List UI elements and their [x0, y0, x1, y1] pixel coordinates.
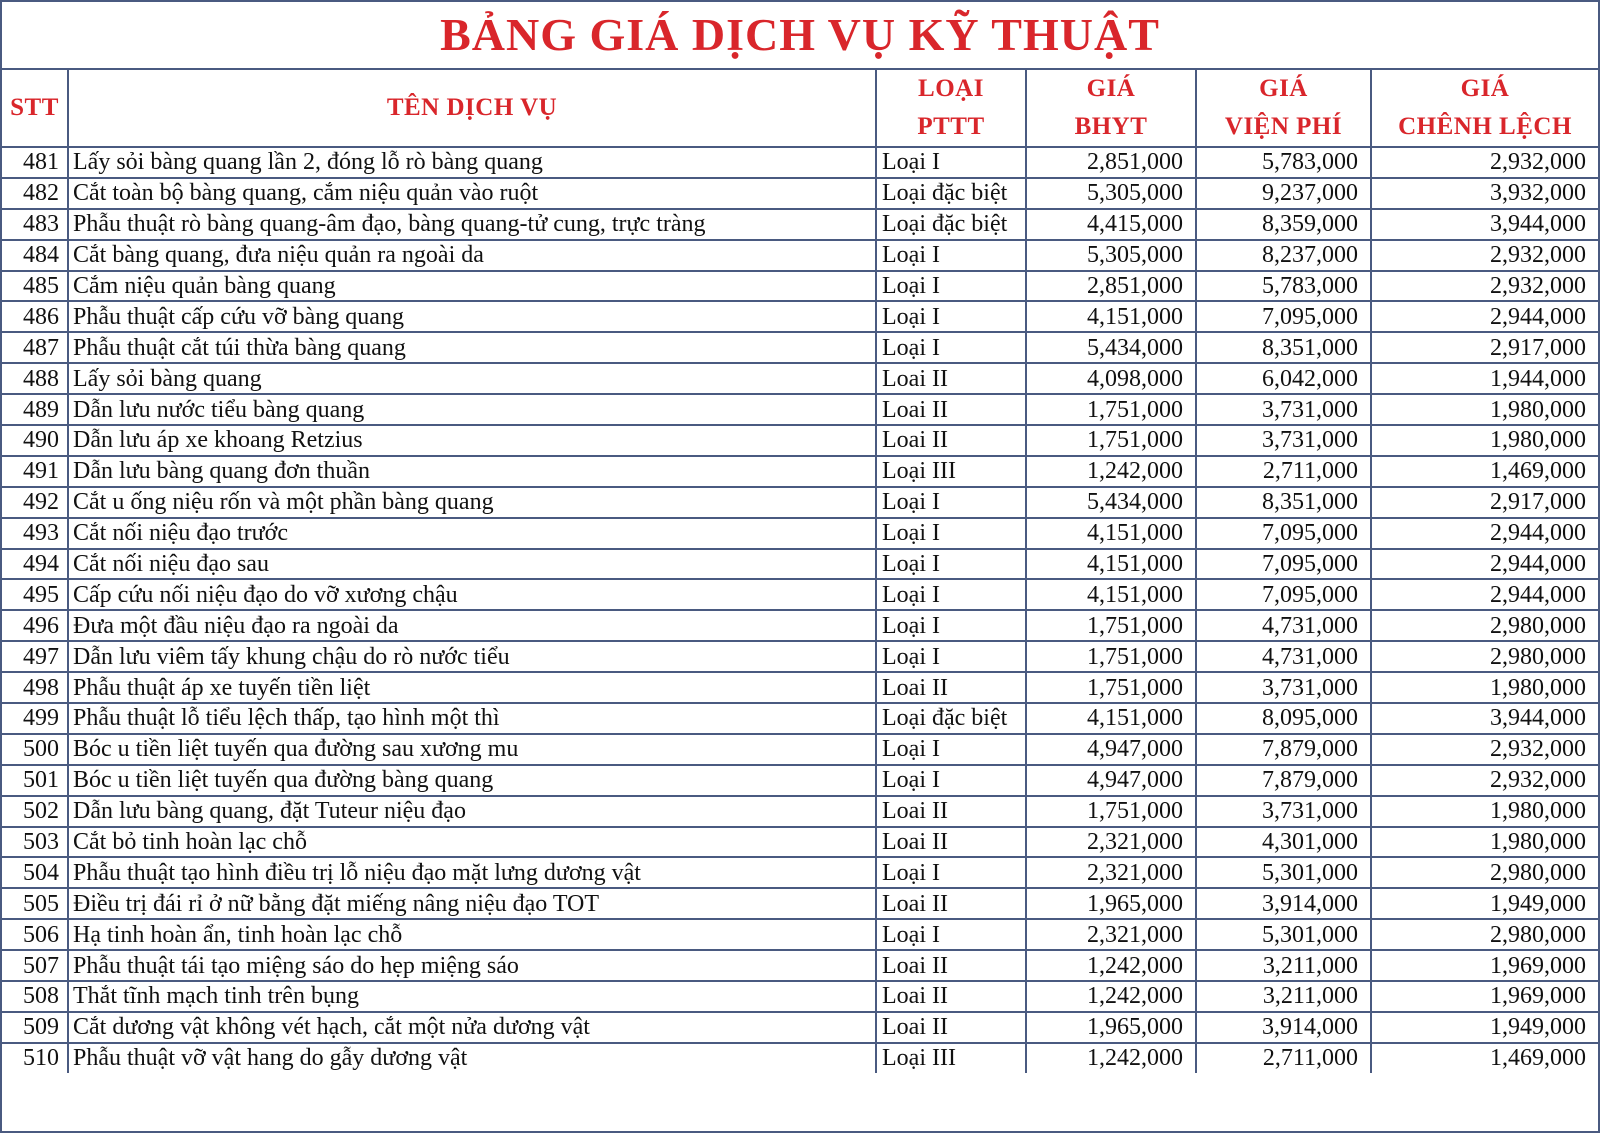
header-chenhlech: GIÁ CHÊNH LỆCH — [1371, 70, 1598, 147]
cell-price-vienphi: 4,301,000 — [1196, 827, 1371, 858]
cell-price-vienphi: 8,351,000 — [1196, 332, 1371, 363]
cell-price-vienphi: 4,731,000 — [1196, 610, 1371, 641]
cell-price-vienphi: 3,914,000 — [1196, 1012, 1371, 1043]
cell-stt: 489 — [2, 394, 68, 425]
cell-service-name: Cắt nối niệu đạo sau — [68, 549, 876, 580]
cell-price-vienphi: 3,731,000 — [1196, 394, 1371, 425]
cell-price-bhyt: 4,947,000 — [1026, 734, 1196, 765]
cell-stt: 483 — [2, 209, 68, 240]
cell-service-type: Loại I — [876, 147, 1026, 178]
cell-service-type: Loại I — [876, 919, 1026, 950]
cell-price-bhyt: 2,851,000 — [1026, 147, 1196, 178]
cell-price-bhyt: 2,321,000 — [1026, 919, 1196, 950]
table-row — [2, 209, 1598, 240]
cell-service-name: Cắt bỏ tinh hoàn lạc chỗ — [68, 827, 876, 858]
page-title: BẢNG GIÁ DỊCH VỤ KỸ THUẬT — [2, 2, 1598, 70]
cell-price-vienphi: 5,301,000 — [1196, 919, 1371, 950]
cell-service-name: Phẫu thuật lỗ tiểu lệch thấp, tạo hình một thì — [68, 703, 876, 734]
cell-service-name: Phẫu thuật áp xe tuyến tiền liệt — [68, 672, 876, 703]
cell-service-name: Phẫu thuật tái tạo miệng sáo do hẹp miệng sáo — [68, 950, 876, 981]
table-row — [2, 518, 1598, 549]
cell-stt: 498 — [2, 672, 68, 703]
cell-stt: 481 — [2, 147, 68, 178]
cell-service-name: Bóc u tiền liệt tuyến qua đường bàng quang — [68, 765, 876, 796]
table-row — [2, 703, 1598, 734]
cell-price-chenhlech: 2,944,000 — [1371, 301, 1598, 332]
cell-price-chenhlech: 1,969,000 — [1371, 950, 1598, 981]
cell-service-type: Loại I — [876, 765, 1026, 796]
table-row — [2, 610, 1598, 641]
table-row — [2, 981, 1598, 1012]
cell-stt: 496 — [2, 610, 68, 641]
cell-price-vienphi: 7,879,000 — [1196, 765, 1371, 796]
cell-price-bhyt: 5,305,000 — [1026, 178, 1196, 209]
cell-price-bhyt: 4,098,000 — [1026, 363, 1196, 394]
cell-service-type: Loại đặc biệt — [876, 209, 1026, 240]
cell-price-bhyt: 5,305,000 — [1026, 240, 1196, 271]
cell-price-vienphi: 8,351,000 — [1196, 487, 1371, 518]
cell-price-bhyt: 1,751,000 — [1026, 672, 1196, 703]
table-row — [2, 363, 1598, 394]
cell-stt: 484 — [2, 240, 68, 271]
cell-service-type: Loại I — [876, 641, 1026, 672]
cell-price-chenhlech: 1,949,000 — [1371, 888, 1598, 919]
cell-service-name: Lấy sỏi bàng quang — [68, 363, 876, 394]
cell-price-chenhlech: 2,917,000 — [1371, 332, 1598, 363]
cell-price-vienphi: 4,731,000 — [1196, 641, 1371, 672]
cell-price-vienphi: 8,359,000 — [1196, 209, 1371, 240]
cell-stt: 482 — [2, 178, 68, 209]
cell-service-name: Thắt tĩnh mạch tinh trên bụng — [68, 981, 876, 1012]
cell-service-type: Loại I — [876, 518, 1026, 549]
cell-service-name: Phẫu thuật vỡ vật hang do gẫy dương vật — [68, 1043, 876, 1073]
table-body — [2, 147, 1598, 1073]
cell-stt: 492 — [2, 487, 68, 518]
cell-price-bhyt: 4,151,000 — [1026, 703, 1196, 734]
cell-service-name: Bóc u tiền liệt tuyến qua đường sau xương mu — [68, 734, 876, 765]
cell-price-bhyt: 1,965,000 — [1026, 1012, 1196, 1043]
cell-price-vienphi: 3,731,000 — [1196, 796, 1371, 827]
cell-price-bhyt: 1,751,000 — [1026, 796, 1196, 827]
cell-price-chenhlech: 2,980,000 — [1371, 610, 1598, 641]
cell-price-chenhlech: 2,944,000 — [1371, 549, 1598, 580]
cell-price-vienphi: 6,042,000 — [1196, 363, 1371, 394]
cell-price-chenhlech: 2,917,000 — [1371, 487, 1598, 518]
cell-price-bhyt: 1,242,000 — [1026, 981, 1196, 1012]
cell-price-chenhlech: 3,944,000 — [1371, 209, 1598, 240]
cell-price-bhyt: 4,151,000 — [1026, 579, 1196, 610]
table-row — [2, 549, 1598, 580]
cell-service-type: Loai II — [876, 827, 1026, 858]
table-header — [2, 70, 1598, 147]
cell-price-chenhlech: 1,980,000 — [1371, 796, 1598, 827]
cell-price-bhyt: 5,434,000 — [1026, 332, 1196, 363]
cell-stt: 508 — [2, 981, 68, 1012]
cell-price-bhyt: 1,751,000 — [1026, 641, 1196, 672]
table-row — [2, 1012, 1598, 1043]
cell-service-type: Loại I — [876, 487, 1026, 518]
cell-price-bhyt: 1,751,000 — [1026, 425, 1196, 456]
cell-price-bhyt: 5,434,000 — [1026, 487, 1196, 518]
table-row — [2, 301, 1598, 332]
cell-price-chenhlech: 1,980,000 — [1371, 672, 1598, 703]
cell-service-type: Loai II — [876, 950, 1026, 981]
cell-price-vienphi: 8,237,000 — [1196, 240, 1371, 271]
cell-service-name: Dẫn lưu viêm tấy khung chậu do rò nước tiểu — [68, 641, 876, 672]
cell-service-type: Loại I — [876, 610, 1026, 641]
cell-service-type: Loại I — [876, 857, 1026, 888]
cell-service-name: Cắt toàn bộ bàng quang, cắm niệu quản vào ruột — [68, 178, 876, 209]
cell-price-bhyt: 1,965,000 — [1026, 888, 1196, 919]
cell-price-chenhlech: 1,980,000 — [1371, 394, 1598, 425]
cell-service-name: Phẫu thuật tạo hình điều trị lỗ niệu đạo mặt lưng dương vật — [68, 857, 876, 888]
cell-service-name: Lấy sỏi bàng quang lần 2, đóng lỗ rò bàng quang — [68, 147, 876, 178]
cell-price-vienphi: 3,211,000 — [1196, 981, 1371, 1012]
cell-price-chenhlech: 1,969,000 — [1371, 981, 1598, 1012]
cell-price-vienphi: 7,095,000 — [1196, 549, 1371, 580]
cell-price-chenhlech: 2,980,000 — [1371, 919, 1598, 950]
cell-stt: 505 — [2, 888, 68, 919]
cell-service-type: Loại III — [876, 456, 1026, 487]
cell-service-type: Loai II — [876, 363, 1026, 394]
table-row — [2, 919, 1598, 950]
cell-service-type: Loại I — [876, 549, 1026, 580]
cell-price-chenhlech: 3,932,000 — [1371, 178, 1598, 209]
cell-stt: 487 — [2, 332, 68, 363]
cell-price-bhyt: 1,751,000 — [1026, 610, 1196, 641]
cell-price-bhyt: 4,151,000 — [1026, 301, 1196, 332]
cell-stt: 491 — [2, 456, 68, 487]
cell-price-vienphi: 3,211,000 — [1196, 950, 1371, 981]
cell-stt: 501 — [2, 765, 68, 796]
cell-price-bhyt: 1,242,000 — [1026, 950, 1196, 981]
cell-price-chenhlech: 1,980,000 — [1371, 827, 1598, 858]
table-row — [2, 487, 1598, 518]
price-table — [2, 70, 1598, 1073]
table-row — [2, 394, 1598, 425]
cell-price-chenhlech: 2,980,000 — [1371, 641, 1598, 672]
cell-service-name: Dẫn lưu nước tiểu bàng quang — [68, 394, 876, 425]
cell-service-name: Cắm niệu quản bàng quang — [68, 271, 876, 302]
cell-service-name: Dẫn lưu áp xe khoang Retzius — [68, 425, 876, 456]
table-row — [2, 641, 1598, 672]
cell-service-type: Loai II — [876, 888, 1026, 919]
cell-price-chenhlech: 2,932,000 — [1371, 271, 1598, 302]
cell-price-chenhlech: 2,932,000 — [1371, 240, 1598, 271]
cell-stt: 486 — [2, 301, 68, 332]
cell-price-vienphi: 3,731,000 — [1196, 425, 1371, 456]
cell-price-bhyt: 2,851,000 — [1026, 271, 1196, 302]
table-row — [2, 857, 1598, 888]
cell-service-name: Cắt nối niệu đạo trước — [68, 518, 876, 549]
cell-stt: 507 — [2, 950, 68, 981]
header-type: LOẠI PTTT — [876, 70, 1026, 147]
cell-stt: 506 — [2, 919, 68, 950]
cell-price-vienphi: 7,095,000 — [1196, 518, 1371, 549]
cell-price-chenhlech: 2,932,000 — [1371, 765, 1598, 796]
cell-service-name: Cắt u ống niệu rốn và một phần bàng quang — [68, 487, 876, 518]
cell-price-chenhlech: 1,980,000 — [1371, 425, 1598, 456]
header-vienphi: GIÁ VIỆN PHÍ — [1196, 70, 1371, 147]
cell-stt: 494 — [2, 549, 68, 580]
table-row — [2, 240, 1598, 271]
table-row — [2, 271, 1598, 302]
table-row — [2, 425, 1598, 456]
cell-price-chenhlech: 1,949,000 — [1371, 1012, 1598, 1043]
cell-stt: 495 — [2, 579, 68, 610]
cell-service-name: Phẫu thuật cấp cứu vỡ bàng quang — [68, 301, 876, 332]
header-name: TÊN DỊCH VỤ — [68, 70, 876, 147]
cell-service-name: Phẫu thuật cắt túi thừa bàng quang — [68, 332, 876, 363]
table-row — [2, 456, 1598, 487]
cell-service-type: Loại I — [876, 579, 1026, 610]
cell-stt: 509 — [2, 1012, 68, 1043]
cell-service-name: Đưa một đầu niệu đạo ra ngoài da — [68, 610, 876, 641]
cell-price-vienphi: 5,301,000 — [1196, 857, 1371, 888]
cell-price-chenhlech: 1,944,000 — [1371, 363, 1598, 394]
header-stt: STT — [2, 70, 68, 147]
cell-stt: 502 — [2, 796, 68, 827]
cell-price-chenhlech: 2,980,000 — [1371, 857, 1598, 888]
cell-price-vienphi: 8,095,000 — [1196, 703, 1371, 734]
cell-service-type: Loai II — [876, 1012, 1026, 1043]
cell-service-type: Loại đặc biệt — [876, 178, 1026, 209]
cell-service-type: Loai II — [876, 672, 1026, 703]
cell-price-chenhlech: 2,944,000 — [1371, 579, 1598, 610]
cell-price-vienphi: 7,879,000 — [1196, 734, 1371, 765]
cell-service-name: Điều trị đái rỉ ở nữ bằng đặt miếng nâng niệu đạo TOT — [68, 888, 876, 919]
cell-price-vienphi: 3,914,000 — [1196, 888, 1371, 919]
cell-stt: 493 — [2, 518, 68, 549]
cell-price-chenhlech: 2,932,000 — [1371, 734, 1598, 765]
cell-service-type: Loại I — [876, 271, 1026, 302]
table-row — [2, 888, 1598, 919]
table-row — [2, 147, 1598, 178]
table-row — [2, 178, 1598, 209]
cell-service-type: Loại III — [876, 1043, 1026, 1073]
cell-stt: 497 — [2, 641, 68, 672]
table-row — [2, 765, 1598, 796]
table-row — [2, 950, 1598, 981]
cell-stt: 499 — [2, 703, 68, 734]
cell-price-bhyt: 2,321,000 — [1026, 857, 1196, 888]
cell-service-name: Hạ tinh hoàn ẩn, tinh hoàn lạc chỗ — [68, 919, 876, 950]
cell-stt: 504 — [2, 857, 68, 888]
cell-price-bhyt: 1,242,000 — [1026, 456, 1196, 487]
cell-service-name: Cắt bàng quang, đưa niệu quản ra ngoài da — [68, 240, 876, 271]
cell-price-vienphi: 5,783,000 — [1196, 147, 1371, 178]
cell-price-vienphi: 7,095,000 — [1196, 579, 1371, 610]
cell-price-chenhlech: 2,944,000 — [1371, 518, 1598, 549]
table-row — [2, 1043, 1598, 1073]
cell-stt: 488 — [2, 363, 68, 394]
cell-price-bhyt: 1,751,000 — [1026, 394, 1196, 425]
cell-price-vienphi: 7,095,000 — [1196, 301, 1371, 332]
table-row — [2, 332, 1598, 363]
cell-service-type: Loại I — [876, 332, 1026, 363]
cell-price-bhyt: 4,415,000 — [1026, 209, 1196, 240]
table-row — [2, 827, 1598, 858]
cell-price-chenhlech: 1,469,000 — [1371, 1043, 1598, 1073]
cell-price-chenhlech: 1,469,000 — [1371, 456, 1598, 487]
cell-service-name: Dẫn lưu bàng quang đơn thuần — [68, 456, 876, 487]
cell-stt: 510 — [2, 1043, 68, 1073]
cell-price-vienphi: 2,711,000 — [1196, 456, 1371, 487]
cell-service-type: Loại I — [876, 734, 1026, 765]
header-bhyt: GIÁ BHYT — [1026, 70, 1196, 147]
table-row — [2, 796, 1598, 827]
cell-service-type: Loai II — [876, 981, 1026, 1012]
cell-service-name: Cắt dương vật không vét hạch, cắt một nửa dương vật — [68, 1012, 876, 1043]
cell-price-vienphi: 9,237,000 — [1196, 178, 1371, 209]
cell-service-type: Loại I — [876, 301, 1026, 332]
cell-service-type: Loai II — [876, 394, 1026, 425]
cell-service-name: Dẫn lưu bàng quang, đặt Tuteur niệu đạo — [68, 796, 876, 827]
cell-service-type: Loai II — [876, 796, 1026, 827]
cell-price-bhyt: 4,151,000 — [1026, 549, 1196, 580]
cell-price-bhyt: 4,947,000 — [1026, 765, 1196, 796]
cell-price-chenhlech: 3,944,000 — [1371, 703, 1598, 734]
cell-service-name: Phẫu thuật rò bàng quang-âm đạo, bàng quang-tử cung, trực tràng — [68, 209, 876, 240]
cell-service-type: Loại I — [876, 240, 1026, 271]
cell-stt: 503 — [2, 827, 68, 858]
cell-stt: 500 — [2, 734, 68, 765]
cell-stt: 490 — [2, 425, 68, 456]
cell-price-chenhlech: 2,932,000 — [1371, 147, 1598, 178]
table-row — [2, 734, 1598, 765]
cell-price-vienphi: 3,731,000 — [1196, 672, 1371, 703]
cell-service-type: Loại đặc biệt — [876, 703, 1026, 734]
cell-price-bhyt: 1,242,000 — [1026, 1043, 1196, 1073]
cell-price-bhyt: 4,151,000 — [1026, 518, 1196, 549]
cell-price-vienphi: 2,711,000 — [1196, 1043, 1371, 1073]
table-row — [2, 672, 1598, 703]
cell-price-bhyt: 2,321,000 — [1026, 827, 1196, 858]
cell-service-name: Cấp cứu nối niệu đạo do vỡ xương chậu — [68, 579, 876, 610]
table-row — [2, 579, 1598, 610]
cell-price-vienphi: 5,783,000 — [1196, 271, 1371, 302]
cell-stt: 485 — [2, 271, 68, 302]
cell-service-type: Loai II — [876, 425, 1026, 456]
